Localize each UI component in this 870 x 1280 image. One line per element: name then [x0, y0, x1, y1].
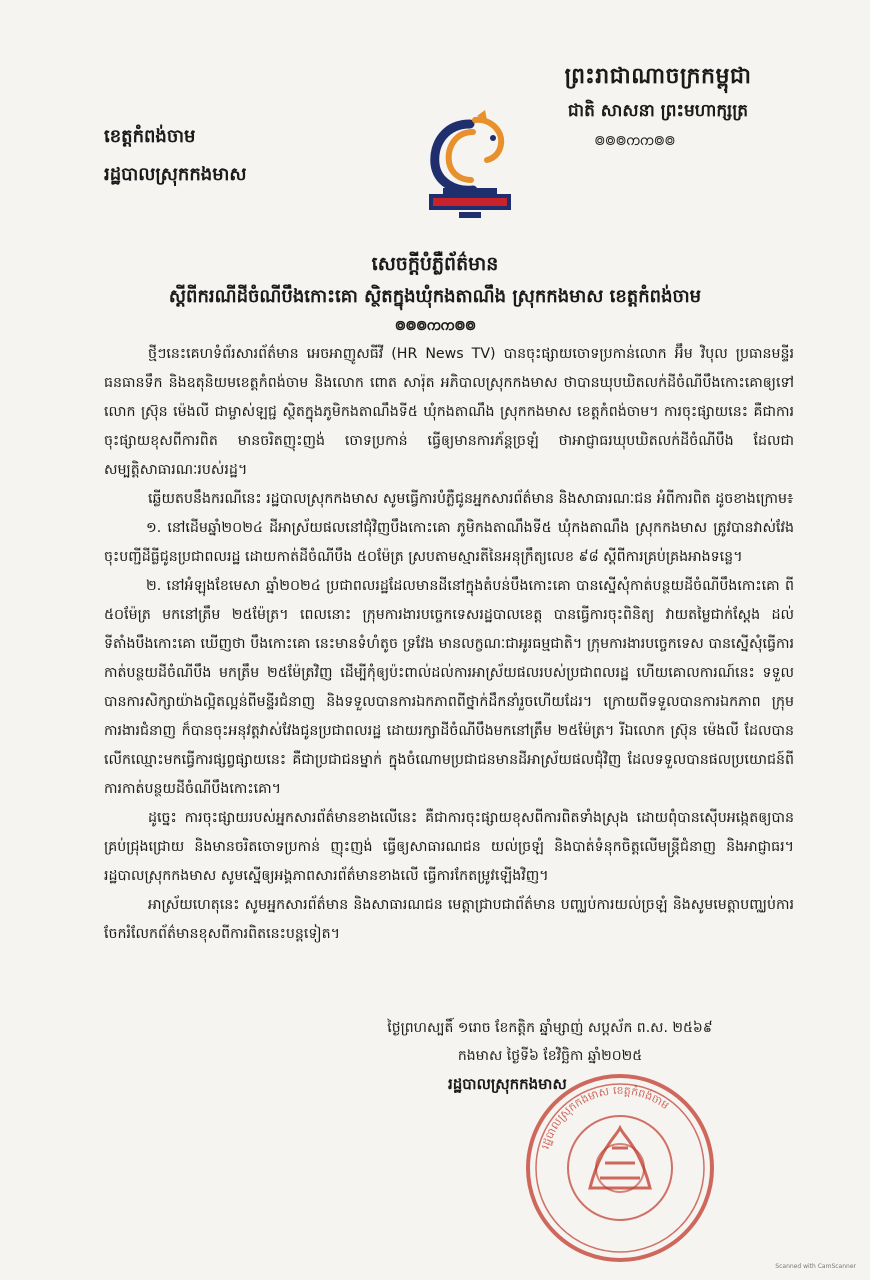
signing-office: រដ្ឋបាលស្រុកកងមាស	[448, 1075, 567, 1093]
paragraph-response: ឆ្លើយតបនឹងករណីនេះ រដ្ឋបាលស្រុកកងមាស សូមធ្វើការបំភ្លឺជូនអ្នកសារព័ត៌មាន និងសាធារណៈជន អំពីការពិត ដូចខាងក្រោម៖	[148, 491, 794, 507]
issuer-block	[104, 118, 246, 194]
paragraph-conclusion: ដូច្នេះ ការចុះផ្សាយរបស់អ្នកសារព័ត៌មានខាងលើនេះ គឺជាការចុះផ្សាយខុសពីការពិតទាំងស្រុង ដោយពុំបានស៊ើបអង្កេតឲ្យបានគ្រប់ជ្រុងជ្រោយ និងមានចរិតចោទប្រកាន់ ញុះញង់ ធ្វើឲ្យសាធារណជន យល់ច្រឡំ និងបាត់ទំនុកចិត្តលើមន្ត្រីជំនាញ និងអាជ្ញាធរ។ រដ្ឋបាលស្រុកកងមាស សូមស្នើឲ្យអង្គភាពសារព័ត៌មានខាងលើ ធ្វើការកែតម្រូវឡើងវិញ។	[104, 810, 794, 884]
title-ornament: ៙៙៙ᨠᨠ៙៙	[394, 318, 476, 334]
scanner-watermark: Scanned with CamScanner	[775, 1263, 856, 1270]
province-name: ខេត្តកំពង់ចាម	[104, 126, 196, 147]
point-two: ២. នៅអំឡុងខែមេសា ឆ្នាំ២០២៤ ប្រជាពលរដ្ឋដែលមានដីនៅក្នុងតំបន់បឹងកោះគោ បានស្នើសុំកាត់បន្ថយដីចំណីបឹងកោះគោ ពី ៥០ម៉ែត្រ មកនៅត្រឹម ២៥ម៉ែត្រ។ ពេលនោះ ក្រុមការងារបច្ចេកទេសរដ្ឋបាលខេត្ត បានធ្វើការចុះពិនិត្យ វាយតម្លៃជាក់ស្តែង ដល់ទីតាំងបឹងកោះគោ ឃើញថា បឹងកោះគោ នេះមានទំហំតូច ទ្រវែង មានលក្ខណៈជាអូរធម្មជាតិ។ ក្រុមការងារបច្ចេកទេស បានស្នើសុំធ្វើការកាត់បន្ថយដីចំណីបឹង មកត្រឹម ២៥ម៉ែត្រវិញ ដើម្បីកុំឲ្យប៉ះពាល់ដល់ការអាស្រ័យផលរបស់ប្រជាពលរដ្ឋ ហើយគោលការណ៍នេះ ទទួលបានការសិក្សាយ៉ាងល្អិតល្អន់ពីមន្ទីរជំនាញ និងទទួលបានការឯកភាពពីថ្នាក់ដឹកនាំរួចហើយដែរ។ ក្រោយពីទទួលបានការឯកភាព ក្រុមការងារជំនាញ ក៏បានចុះអនុវត្តវាស់វែងជូនប្រជាពលរដ្ឋ ដោយរក្សាដីចំណីបឹងមកនៅត្រឹម ២៥ម៉ែត្រ។ រីឯលោក ស្រ៊ុន ម៉េងលី ដែលបានលើកឈ្មោះមកធ្វើការផ្សព្វផ្សាយនេះ គឺជាប្រជាជនម្នាក់ ក្នុងចំណោមប្រជាជនមានដីអាស្រ័យផលជុំវិញ ដែលទទួលបានផលប្រយោជន៍ពីការកាត់បន្ថយដីចំណីបឹងកោះគោ។	[104, 578, 794, 797]
kingdom-header	[538, 62, 778, 153]
paragraph-intro: ថ្មីៗនេះគេហទំព័រសារព័ត៌មាន អេចអាញូសធីវី (HR News TV) បានចុះផ្សាយចោទប្រកាន់លោក អ៊ឹម វិបុល ប្រធានមន្ទីរធនធានទឹក និងឧតុនិយមខេត្តកំពង់ចាម និងលោក ពោត សារ៉ុត អភិបាលស្រុកកងមាស ថាបានឃុបឃិតលក់ដីចំណីបឹងកោះគោឲ្យទៅលោក ស្រ៊ុន ម៉េងលី ជាម្ចាស់ឡជ្ជ ស្ថិតក្នុងភូមិកងតាណឹងទី៥ ឃុំកងតាណឹង ស្រុកកងមាស ខេត្តកំពង់ចាម។ ការចុះផ្សាយនេះ គឺជាការចុះផ្សាយខុសពីការពិត មានចរិតញុះញង់ ចោទប្រកាន់ ធ្វើឲ្យមានការភ័ន្តច្រឡំ ថាអាជ្ញាធរឃុបឃិតលក់ដីចំណីបឹង ដែលជាសម្បត្តិសាធារណៈរបស់រដ្ឋ។	[104, 346, 794, 478]
paragraph-closing: អាស្រ័យហេតុនេះ សូមអ្នកសារព័ត៌មាន និងសាធារណជន មេត្តាជ្រាបជាព័ត៌មាន បញ្ឈប់ការយល់ច្រឡំ និងសូមមេត្តាបញ្ឈប់ការចែករំលែកព័ត៌មានខុសពីការពិតនេះបន្តទៀត។	[104, 897, 794, 942]
point-one: ១. នៅដើមឆ្នាំ២០២៤ ដីអាស្រ័យផលនៅជុំវិញបឹងកោះគោ ភូមិកងតាណឹងទី៥ ឃុំកងតាណឹង ស្រុកកងមាស ត្រូវបានវាស់វែងចុះបញ្ជីដីធ្លីជូនប្រជាពលរដ្ឋ ដោយកាត់ដីចំណីបឹង ៥០ម៉ែត្រ ស្របតាមស្មារតីនៃអនុក្រឹត្យលេខ ៩៨ ស្តីពីការគ្រប់គ្រងអាងទន្លេ។	[104, 520, 794, 565]
solar-date: កងមាស ថ្ងៃទី៦ ខែវិច្ឆិកា ឆ្នាំ២០២៥	[457, 1048, 643, 1064]
header-ornament: ៙៙៙ᨠᨠ៙៙	[594, 133, 675, 149]
district-admin-name: រដ្ឋបាលស្រុកកងមាស	[104, 164, 247, 185]
ministry-logo-icon	[415, 108, 525, 226]
document-body	[104, 340, 794, 949]
document-subtitle: ស្តីពីករណីដីចំណីបឹងកោះគោ ស្ថិតក្នុងឃុំកងតាណឹង ស្រុកកងមាស ខេត្តកំពង់ចាម	[168, 286, 702, 307]
document-title: សេចក្តីបំភ្លឺព័ត៌មាន	[371, 253, 499, 275]
official-seal-icon	[520, 1068, 720, 1268]
motto-line: ជាតិ សាសនា ព្រះមហាក្សត្រ	[567, 101, 749, 121]
seal-text: រដ្ឋបាលស្រុកកងមាស ខេត្តកំពង់ចាម	[538, 1083, 672, 1151]
lunar-date: ថ្ងៃព្រហស្បតិ៍ ១រោច ខែកត្តិក ឆ្នាំម្សាញ់ សប្តស័ក ព.ស. ២៥៦៩	[387, 1020, 713, 1036]
kingdom-line: ព្រះរាជាណាចក្រកម្ពុជា	[564, 64, 752, 89]
